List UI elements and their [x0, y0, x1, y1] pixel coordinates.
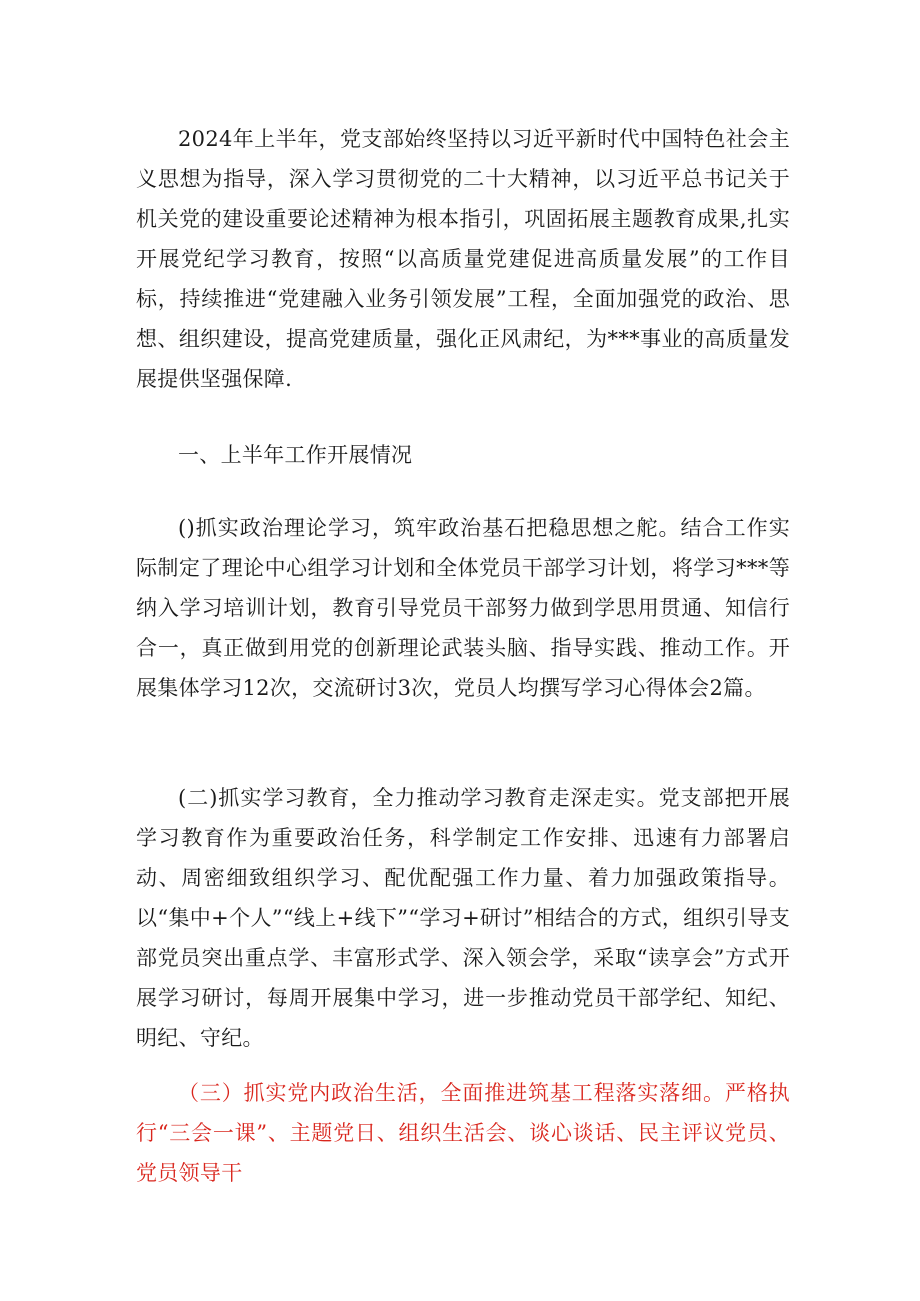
section-heading: 一、上半年工作开展情况 [178, 443, 413, 467]
item-three-paragraph: （三）抓实党内政治生活，全面推进筑基工程落实落细。严格执行“三会一课”、主题党日、组织生活会、谈心谈话、民主评议党员、党员领导干 [136, 1081, 790, 1185]
item-one-paragraph: ()抓实政治理论学习，筑牢政治基石把稳思想之舵。结合工作实际制定了理论中心组学习计划和全体党员干部学习计划，将学习***等纳入学习培训计划，教育引导党员干部努力做到学思用贯通、知信行合一，真正做到用党的创新理论武装头脑、指导实践、推动工作。开展集体学习12次，交流研讨3次，党员人均撰写学习心得体会2篇。 [136, 516, 790, 700]
intro-paragraph: 2024年上半年，党支部始终坚持以习近平新时代中国特色社会主义思想为指导，深入学习贯彻党的二十大精神，以习近平总书记关于机关党的建设重要论述精神为根本指引，巩固拓展主题教育成果,扎实开展党纪学习教育，按照“以高质量党建促进高质量发展”的工作目标，持续推进“党建融入业务引领发展”工程，全面加强党的政治、思想、组织建设，提高党建质量，强化正风肃纪，为***事业的高质量发展提供坚强保障. [136, 127, 790, 391]
item-two-paragraph: (二)抓实学习教育，全力推动学习教育走深走实。党支部把开展学习教育作为重要政治任务，科学制定工作安排、迅速有力部署启动、周密细致组织学习、配优配强工作力量、着力加强政策指导。以“集中+个人”“线上+线下”“学习+研讨”相结合的方式，组织引导支部党员突出重点学、丰富形式学、深入领会学，采取“读享会”方式开展学习研讨，每周开展集中学习，进一步推动党员干部学纪、知纪、明纪、守纪。 [136, 786, 790, 1050]
